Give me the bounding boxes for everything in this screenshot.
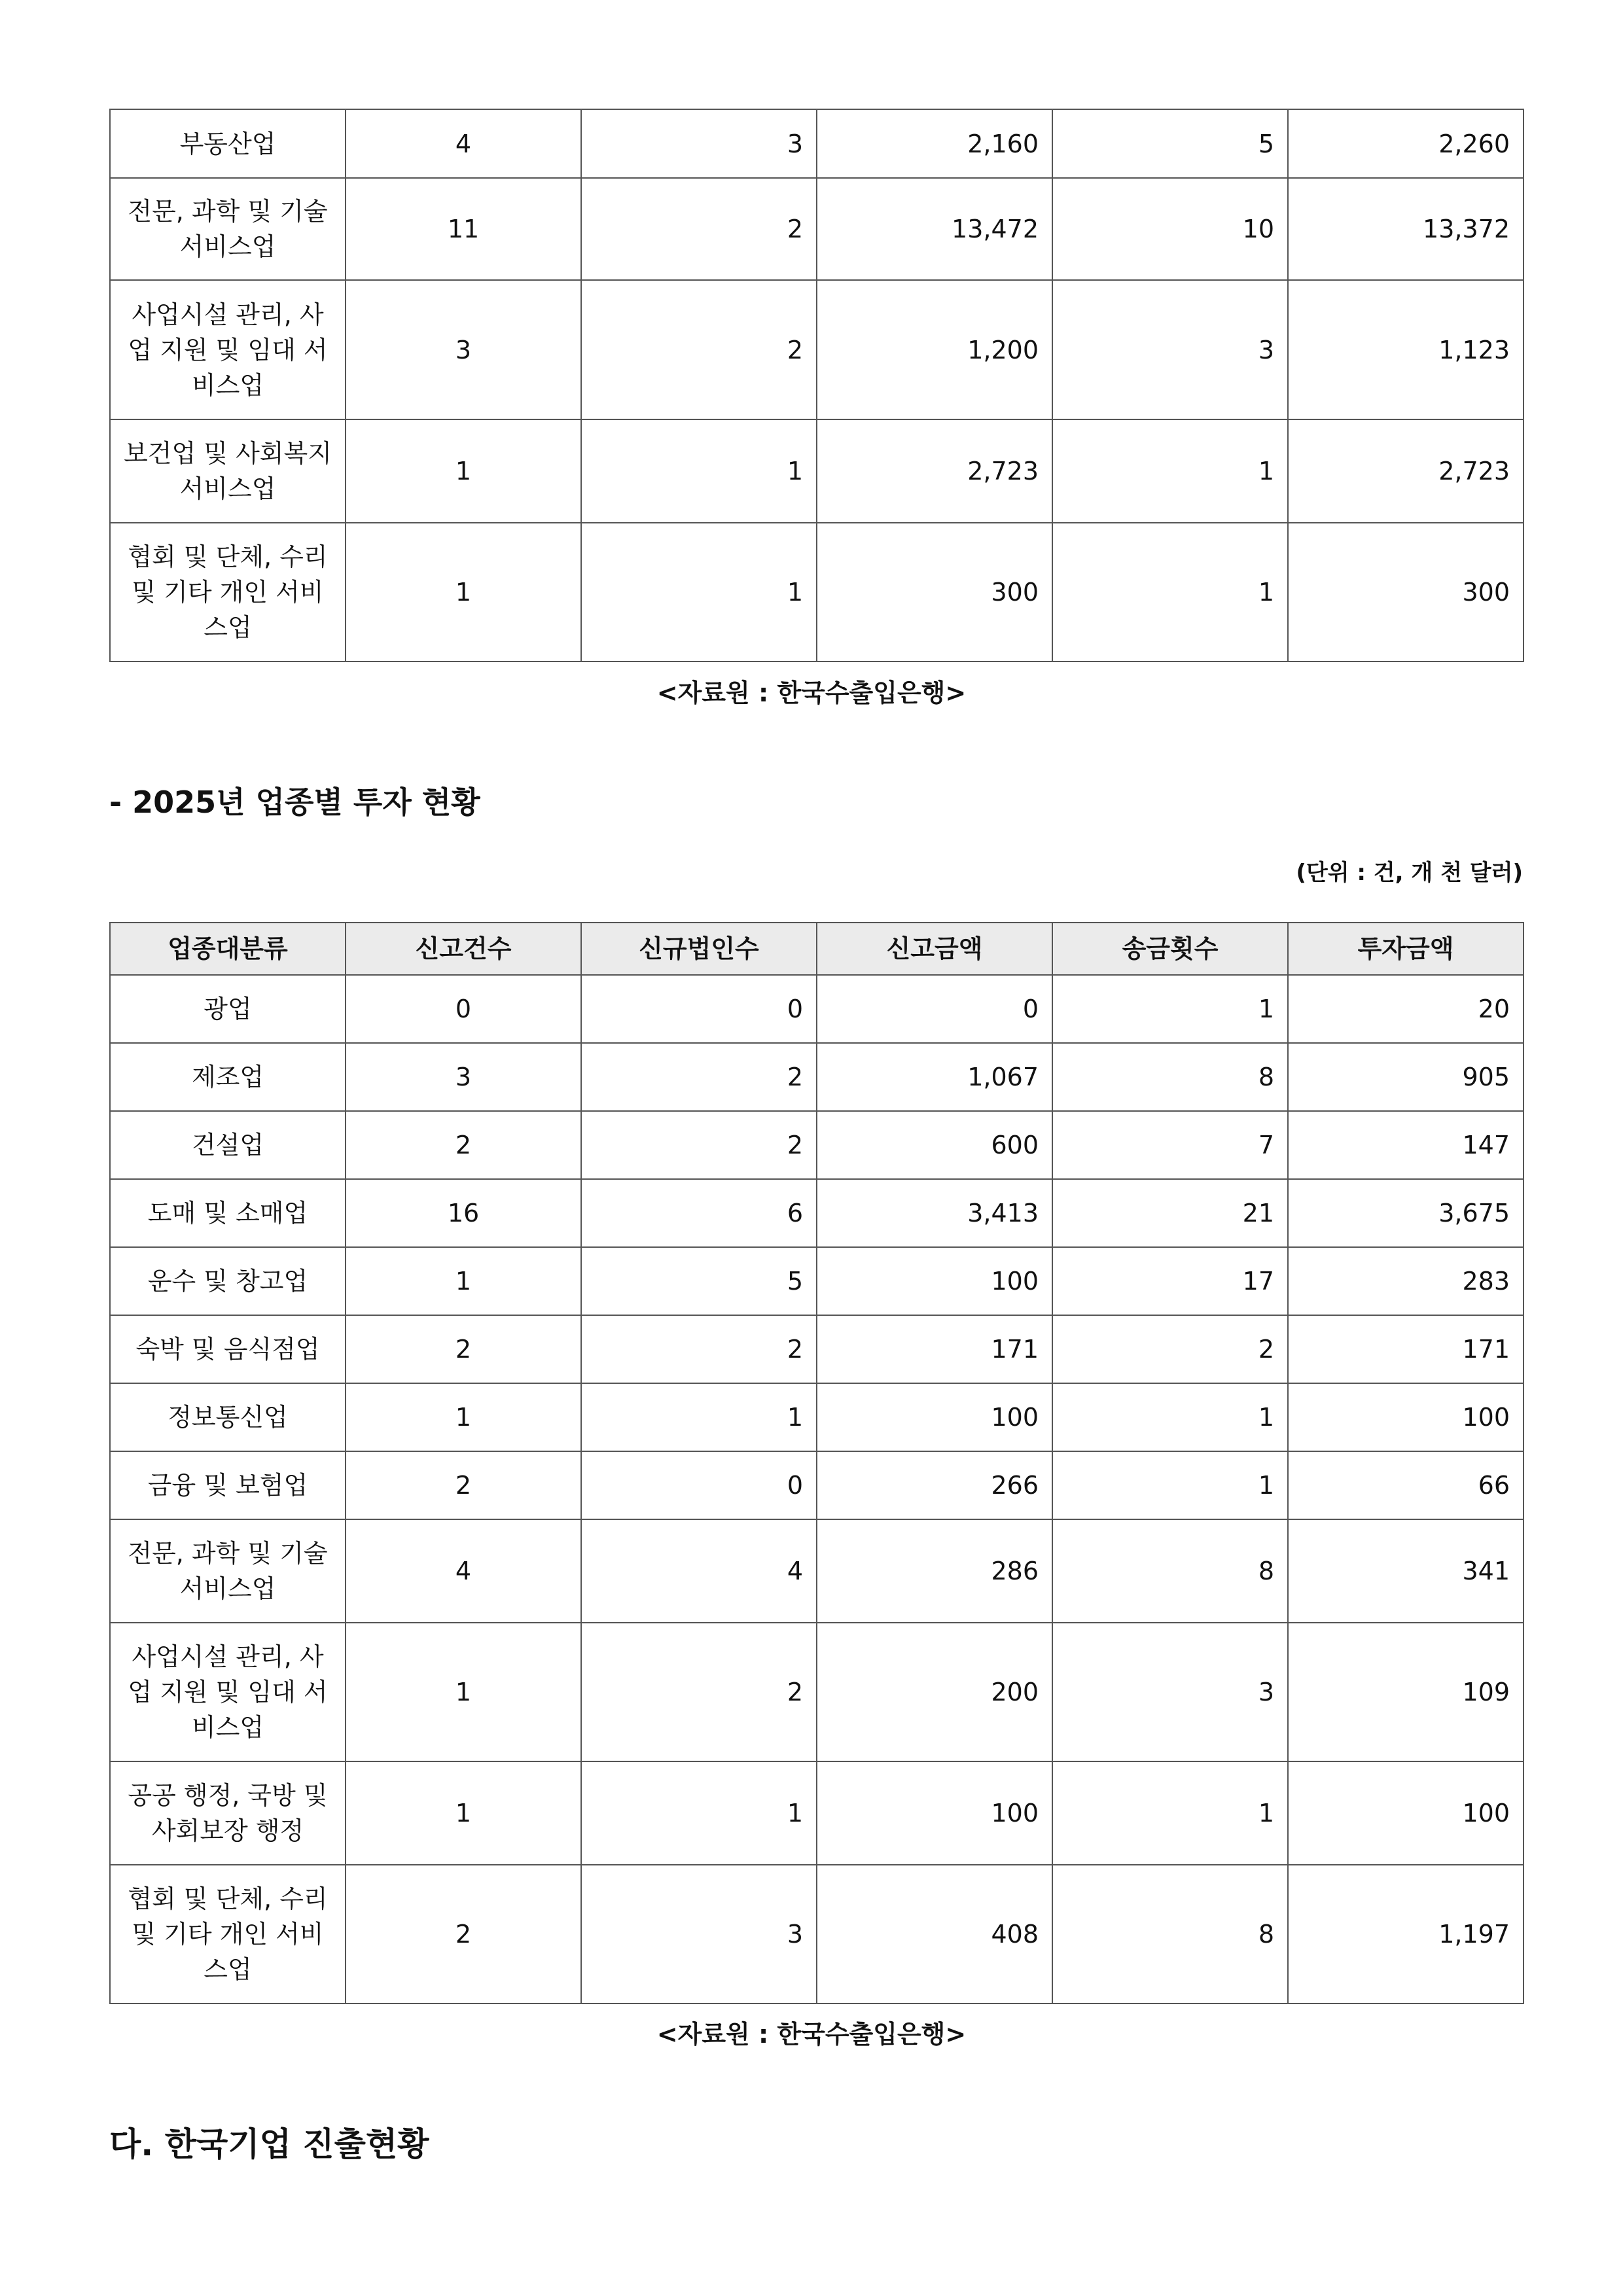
report-amount: 600 bbox=[817, 1111, 1052, 1179]
invest-amount: 341 bbox=[1288, 1519, 1524, 1623]
new-corp-count: 6 bbox=[581, 1179, 817, 1247]
industry-name: 협회 및 단체, 수리 및 기타 개인 서비스업 bbox=[110, 1865, 346, 2004]
industry-name: 정보통신업 bbox=[110, 1383, 346, 1451]
report-count: 11 bbox=[346, 178, 581, 280]
table-row bbox=[110, 109, 1524, 178]
remit-count: 2 bbox=[1052, 1315, 1288, 1383]
table-row bbox=[110, 1865, 1524, 2004]
invest-amount: 171 bbox=[1288, 1315, 1524, 1383]
invest-amount: 20 bbox=[1288, 975, 1524, 1043]
new-corp-count: 0 bbox=[581, 1451, 817, 1519]
report-amount: 171 bbox=[817, 1315, 1052, 1383]
industry-name: 제조업 bbox=[110, 1043, 346, 1111]
report-amount: 1,067 bbox=[817, 1043, 1052, 1111]
industry-name: 사업시설 관리, 사업 지원 및 임대 서비스업 bbox=[110, 280, 346, 419]
industry-name: 사업시설 관리, 사업 지원 및 임대 서비스업 bbox=[110, 1623, 346, 1761]
table-row bbox=[110, 178, 1524, 280]
table-row bbox=[110, 1111, 1524, 1179]
header-report-count: 신고건수 bbox=[346, 923, 581, 975]
report-amount: 3,413 bbox=[817, 1179, 1052, 1247]
invest-amount: 147 bbox=[1288, 1111, 1524, 1179]
report-amount: 266 bbox=[817, 1451, 1052, 1519]
remit-count: 1 bbox=[1052, 975, 1288, 1043]
report-amount: 200 bbox=[817, 1623, 1052, 1761]
new-corp-count: 5 bbox=[581, 1247, 817, 1315]
table-row bbox=[110, 1519, 1524, 1623]
new-corp-count: 1 bbox=[581, 419, 817, 523]
table-row bbox=[110, 1315, 1524, 1383]
header-invest-amount: 투자금액 bbox=[1288, 923, 1524, 975]
industry-name: 금융 및 보험업 bbox=[110, 1451, 346, 1519]
table-row bbox=[110, 523, 1524, 662]
invest-amount: 66 bbox=[1288, 1451, 1524, 1519]
industry-name: 보건업 및 사회복지 서비스업 bbox=[110, 419, 346, 523]
report-count: 1 bbox=[346, 1761, 581, 1865]
table-row bbox=[110, 419, 1524, 523]
remit-count: 17 bbox=[1052, 1247, 1288, 1315]
industry-name: 숙박 및 음식점업 bbox=[110, 1315, 346, 1383]
new-corp-count: 1 bbox=[581, 1383, 817, 1451]
remit-count: 3 bbox=[1052, 280, 1288, 419]
table-row bbox=[110, 1761, 1524, 1865]
remit-count: 3 bbox=[1052, 1623, 1288, 1761]
new-corp-count: 0 bbox=[581, 975, 817, 1043]
remit-count: 1 bbox=[1052, 1451, 1288, 1519]
report-count: 2 bbox=[346, 1111, 581, 1179]
new-corp-count: 2 bbox=[581, 1315, 817, 1383]
remit-count: 8 bbox=[1052, 1519, 1288, 1623]
report-amount: 300 bbox=[817, 523, 1052, 662]
report-count: 2 bbox=[346, 1865, 581, 2004]
remit-count: 1 bbox=[1052, 1761, 1288, 1865]
industry-name: 광업 bbox=[110, 975, 346, 1043]
industry-name: 도매 및 소매업 bbox=[110, 1179, 346, 1247]
remit-count: 10 bbox=[1052, 178, 1288, 280]
invest-amount: 13,372 bbox=[1288, 178, 1524, 280]
table-row bbox=[110, 975, 1524, 1043]
table-row bbox=[110, 280, 1524, 419]
header-industry: 업종대분류 bbox=[110, 923, 346, 975]
invest-amount: 1,197 bbox=[1288, 1865, 1524, 2004]
table-row bbox=[110, 1451, 1524, 1519]
table-row bbox=[110, 1043, 1524, 1111]
report-amount: 0 bbox=[817, 975, 1052, 1043]
report-amount: 1,200 bbox=[817, 280, 1052, 419]
invest-amount: 100 bbox=[1288, 1383, 1524, 1451]
report-count: 1 bbox=[346, 523, 581, 662]
section-title: - 2025년 업종별 투자 현황 bbox=[109, 785, 480, 820]
remit-count: 8 bbox=[1052, 1865, 1288, 2004]
report-count: 16 bbox=[346, 1179, 581, 1247]
next-section-heading: 다. 한국기업 진출현황 bbox=[109, 2125, 429, 2163]
table-row bbox=[110, 1247, 1524, 1315]
new-corp-count: 3 bbox=[581, 109, 817, 178]
invest-amount: 905 bbox=[1288, 1043, 1524, 1111]
report-amount: 286 bbox=[817, 1519, 1052, 1623]
new-corp-count: 4 bbox=[581, 1519, 817, 1623]
report-count: 4 bbox=[346, 109, 581, 178]
table-row bbox=[110, 1179, 1524, 1247]
table-row bbox=[110, 1623, 1524, 1761]
report-amount: 13,472 bbox=[817, 178, 1052, 280]
report-amount: 408 bbox=[817, 1865, 1052, 2004]
report-count: 1 bbox=[346, 1623, 581, 1761]
industry-name: 전문, 과학 및 기술 서비스업 bbox=[110, 178, 346, 280]
invest-amount: 3,675 bbox=[1288, 1179, 1524, 1247]
industry-investment-table bbox=[109, 922, 1524, 2004]
report-count: 3 bbox=[346, 280, 581, 419]
source-note: <자료원 : 한국수출입은행> bbox=[656, 679, 967, 707]
report-count: 2 bbox=[346, 1315, 581, 1383]
remit-count: 7 bbox=[1052, 1111, 1288, 1179]
report-amount: 2,723 bbox=[817, 419, 1052, 523]
new-corp-count: 3 bbox=[581, 1865, 817, 2004]
industry-name: 건설업 bbox=[110, 1111, 346, 1179]
header-remit-count: 송금횟수 bbox=[1052, 923, 1288, 975]
report-amount: 2,160 bbox=[817, 109, 1052, 178]
industry-name: 전문, 과학 및 기술 서비스업 bbox=[110, 1519, 346, 1623]
report-amount: 100 bbox=[817, 1383, 1052, 1451]
remit-count: 1 bbox=[1052, 523, 1288, 662]
table-row bbox=[110, 1383, 1524, 1451]
new-corp-count: 2 bbox=[581, 1111, 817, 1179]
remit-count: 5 bbox=[1052, 109, 1288, 178]
report-count: 4 bbox=[346, 1519, 581, 1623]
invest-amount: 2,260 bbox=[1288, 109, 1524, 178]
top-investment-table bbox=[109, 109, 1524, 662]
invest-amount: 300 bbox=[1288, 523, 1524, 662]
remit-count: 1 bbox=[1052, 419, 1288, 523]
new-corp-count: 1 bbox=[581, 523, 817, 662]
remit-count: 21 bbox=[1052, 1179, 1288, 1247]
industry-name: 부동산업 bbox=[110, 109, 346, 178]
invest-amount: 1,123 bbox=[1288, 280, 1524, 419]
remit-count: 1 bbox=[1052, 1383, 1288, 1451]
report-count: 1 bbox=[346, 1383, 581, 1451]
report-count: 1 bbox=[346, 419, 581, 523]
new-corp-count: 2 bbox=[581, 280, 817, 419]
report-amount: 100 bbox=[817, 1761, 1052, 1865]
report-count: 2 bbox=[346, 1451, 581, 1519]
header-report-amount: 신고금액 bbox=[817, 923, 1052, 975]
report-count: 3 bbox=[346, 1043, 581, 1111]
source-note: <자료원 : 한국수출입은행> bbox=[656, 2020, 967, 2049]
new-corp-count: 2 bbox=[581, 178, 817, 280]
invest-amount: 109 bbox=[1288, 1623, 1524, 1761]
report-count: 1 bbox=[346, 1247, 581, 1315]
industry-name: 운수 및 창고업 bbox=[110, 1247, 346, 1315]
new-corp-count: 2 bbox=[581, 1043, 817, 1111]
header-new-corp-count: 신규법인수 bbox=[581, 923, 817, 975]
industry-name: 공공 행정, 국방 및 사회보장 행정 bbox=[110, 1761, 346, 1865]
unit-note: (단위 : 건, 개 천 달러) bbox=[1296, 860, 1523, 886]
invest-amount: 100 bbox=[1288, 1761, 1524, 1865]
report-amount: 100 bbox=[817, 1247, 1052, 1315]
report-count: 0 bbox=[346, 975, 581, 1043]
invest-amount: 283 bbox=[1288, 1247, 1524, 1315]
invest-amount: 2,723 bbox=[1288, 419, 1524, 523]
remit-count: 8 bbox=[1052, 1043, 1288, 1111]
new-corp-count: 1 bbox=[581, 1761, 817, 1865]
table-header-row bbox=[110, 923, 1524, 975]
new-corp-count: 2 bbox=[581, 1623, 817, 1761]
industry-name: 협회 및 단체, 수리 및 기타 개인 서비스업 bbox=[110, 523, 346, 662]
